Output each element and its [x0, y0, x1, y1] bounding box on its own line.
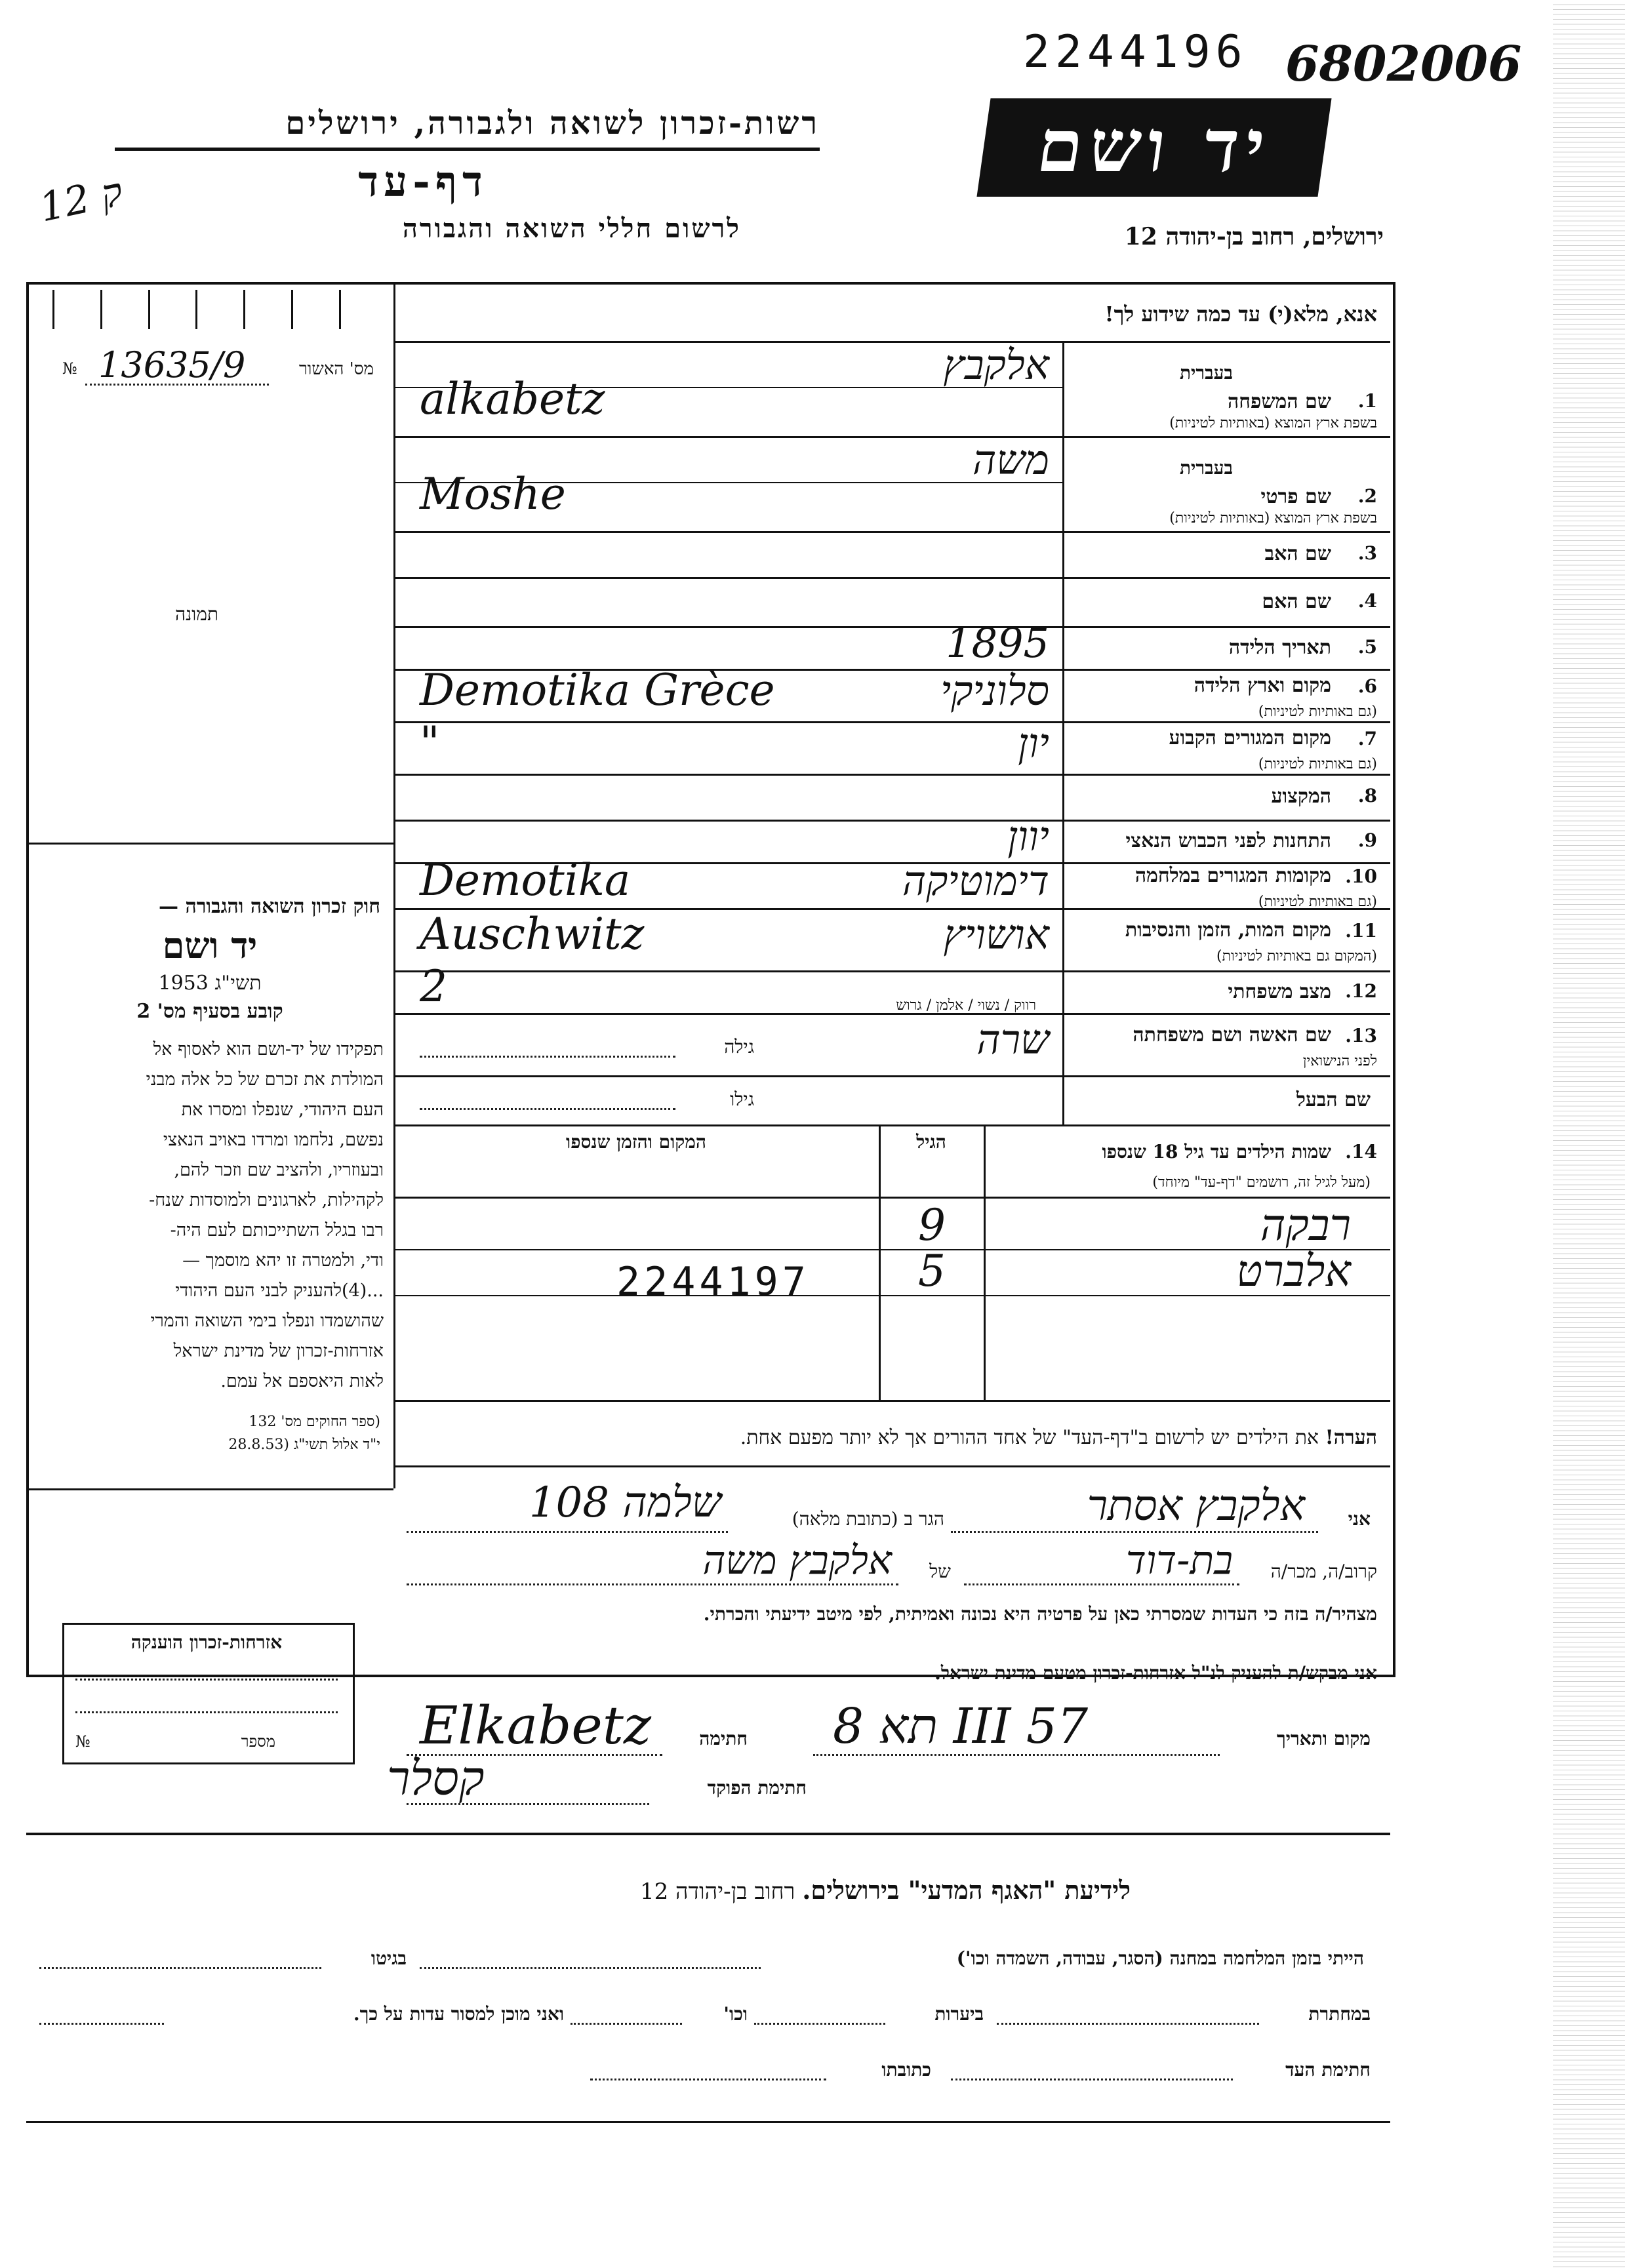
footer-top-line	[26, 1833, 1390, 1835]
note-label: הערה!	[1325, 1426, 1377, 1449]
children-num: 14.	[1345, 1141, 1377, 1163]
field-value-hebrew: יון	[1018, 719, 1049, 767]
field-sublabel: (גם באותיות לטיניות)	[1258, 894, 1377, 910]
place-date: תא 8 III 57	[833, 1698, 1089, 1755]
footer-forest-line	[754, 2023, 885, 2025]
institution-underline	[115, 148, 820, 151]
photo-label: תמונה	[174, 603, 219, 625]
reg-boxes	[52, 290, 341, 329]
margin-mark: 12 ק	[35, 169, 127, 231]
witness-of-name: אלקבץ משה	[702, 1538, 892, 1583]
field-number: 11.	[1345, 919, 1377, 942]
row-mid-line	[393, 387, 1062, 388]
field-value-hebrew: דימוטיקה	[902, 856, 1049, 905]
children-bottom-line	[393, 1400, 1390, 1402]
law-text-line: רבו בגלל השתייכותם לעם היה-	[170, 1220, 384, 1241]
footer-underground-label: במחתרת	[1308, 2003, 1371, 2025]
field-value-hebrew: 1895	[946, 619, 1049, 667]
footer-address-line	[590, 2079, 826, 2080]
form-title: דף-עד	[358, 157, 488, 207]
children-col-div-2	[879, 1124, 881, 1400]
intro-text: אנא, מלא(י) עד כמה שידוע לך!	[1104, 302, 1377, 327]
row-divider	[393, 577, 1390, 579]
field-label: מצב משפחתי	[1228, 980, 1331, 1003]
witness-i-label: אני	[1348, 1508, 1371, 1530]
children-place-col: המקום והזמן שנספו	[566, 1131, 706, 1153]
husband-age-line	[420, 1108, 675, 1110]
field-label: שם הבעל	[1296, 1088, 1371, 1111]
footer-camp-label: הייתי בזמן המלחמה במחנה (הסגר, עבודה, השמדה וכו')	[956, 1947, 1364, 1969]
witness-resident-label: הגר ב (כתובת מלאה)	[792, 1508, 944, 1530]
field-label: המקצוע	[1271, 785, 1331, 808]
children-age-col: הגיל	[916, 1131, 946, 1153]
law-text-line: ...(4)להעניק לבני העם היהודי	[175, 1281, 384, 1301]
field-number: 5.	[1357, 635, 1377, 658]
field-number: 13.	[1345, 1024, 1377, 1046]
logo-text: יד ושם	[1032, 104, 1277, 188]
field-sublabel: (המקום גם באותיות לטיניות)	[1216, 947, 1377, 965]
row-divider	[393, 970, 1390, 972]
child-row-line	[393, 1295, 1390, 1296]
field-label: מקומות המגורים במלחמה	[1134, 864, 1331, 887]
field-label: התחנות לפני הכבוש הנאצי	[1125, 829, 1331, 852]
field-number: 3.	[1357, 542, 1377, 564]
form-subtitle: לרשום חללי השואה והגבורה	[402, 213, 741, 244]
field-number: 9.	[1357, 829, 1377, 851]
citizenship-no-symbol: №	[75, 1732, 90, 1751]
children-sub: (מעל לגיל זה, רושמים "דף-עד" מיוחד)	[1152, 1174, 1371, 1191]
field-value-hebrew: יוון	[1007, 812, 1049, 861]
field-value-hebrew: אושויץ	[943, 911, 1049, 959]
law-text-line: ובעוזריו, ולהציב שם וזכר להם,	[174, 1160, 384, 1180]
footer-address-label: כתובתו	[881, 2059, 931, 2080]
note-text: את הילדים יש לרשום ב"דף-העד" של אחד ההורים אך לא יותר מפעם אחת.	[740, 1426, 1319, 1449]
field-label-divider	[1062, 341, 1064, 1124]
row-divider	[393, 531, 1390, 533]
institution-name: רשות-זכרון לשואה ולגבורה, ירושלים	[285, 105, 820, 142]
law-year: תשי"ג 1953	[158, 972, 262, 995]
citizenship-line-1	[75, 1679, 338, 1681]
note-line	[393, 1465, 1390, 1467]
field-number: 8.	[1357, 785, 1377, 806]
place-date-line	[813, 1754, 1220, 1756]
law-text-line: אזרחות-זכרון של מדינת ישראל	[173, 1341, 384, 1361]
child-place: 2244197	[616, 1259, 810, 1305]
citizenship-no-label: מספר	[241, 1732, 275, 1751]
officer-signature-label: חתימת הפוקד	[707, 1777, 807, 1799]
field-number: 6.	[1357, 675, 1377, 697]
witness-of-label: של	[929, 1561, 951, 1582]
header-address: ירושלים, רחוב בן-יהודה 12	[1124, 223, 1384, 250]
law-text-line: לקהילות, לארגונים ולמוסדות שנח-	[149, 1190, 384, 1210]
footer-underground-line	[997, 2023, 1259, 2025]
witness-relation-line	[964, 1583, 1239, 1585]
law-text-line: תפקידו של יד-ושם הוא לאסוף אל	[153, 1039, 384, 1060]
law-text-line: המולדת את זכרם של כל אלה מבני	[146, 1069, 384, 1090]
field-sublabel: לפני הנישואין	[1302, 1052, 1377, 1069]
field-label: מקום המגורים הקבוע	[1169, 726, 1331, 749]
witness-declaration: מצהיר/ה בזה כי העדות שמסרתי כאן על פרטיה היא נכונה ואמיתית, לפי מיטב ידיעתי והכרתי.	[703, 1603, 1377, 1625]
law-text-line: העם היהודי, שנפלו ומסרו את	[181, 1100, 384, 1120]
footer-witness-sig-label: חתימת העד	[1285, 2059, 1371, 2080]
footer-address: רחוב בן-יהודה 12	[639, 1879, 795, 1905]
officer-signature: קסלר	[387, 1751, 485, 1806]
hebrew-label-2: בעברית	[1179, 457, 1233, 479]
footer-title-row	[393, 1875, 1377, 1905]
wife-age-label: גילה	[724, 1036, 754, 1058]
law-text-line: שהושמדו ונפלו בימי השואה והמרי	[150, 1311, 384, 1331]
reg-value: 13635/9	[98, 344, 246, 386]
footer-etc-label: וכו'	[723, 2003, 748, 2025]
children-header-line	[393, 1197, 1390, 1199]
field-sublabel: (גם באותיות לטיניות)	[1258, 756, 1377, 772]
field-value-hebrew: סלוניקי	[940, 666, 1049, 715]
field-number: 12.	[1345, 980, 1377, 1002]
children-label: שמות הילדים עד גיל 18 שנספו	[1102, 1141, 1331, 1163]
field-value-hebrew: שרה	[976, 1016, 1049, 1064]
footer-forest-label: ביערות	[934, 2003, 984, 2025]
row-divider	[393, 774, 1390, 776]
children-col-div-1	[984, 1124, 986, 1400]
witness-of-line	[407, 1583, 898, 1585]
note	[407, 1426, 1377, 1449]
child-age: 5	[918, 1246, 946, 1296]
field-label: שם המשפחה	[1227, 390, 1331, 413]
document-id-handwritten: 6802006	[1285, 36, 1522, 92]
footer-bottom-line	[26, 2121, 1390, 2123]
left-bottom-line	[26, 1488, 393, 1490]
field-sublabel: בשפת ארץ המוצא (באותיות לטיניות)	[1169, 415, 1377, 431]
witness-address-line	[407, 1531, 728, 1533]
footer-camp-line	[420, 1967, 761, 1969]
field-value-hebrew: משה	[973, 436, 1049, 484]
law-text	[36, 1035, 384, 1397]
law-clause: קובע בסעיף מס' 2	[136, 1000, 283, 1023]
field-label: שם האב	[1264, 542, 1331, 565]
witness-address: שלמה 108	[529, 1479, 721, 1527]
citizenship-title: אזרחות-זכרון הוענקה	[130, 1631, 283, 1653]
field-value-latin: 2	[420, 961, 447, 1012]
field-sublabel: (גם באותיות לטיניות)	[1258, 704, 1377, 720]
law-reference-1: (ספר החוקים מס' 132	[249, 1414, 380, 1430]
field-value-latin: Demotika Grèce	[420, 664, 775, 715]
marital-options: רווק / נשוי / אלמן / גרוש	[896, 997, 1036, 1014]
citizenship-line-2	[75, 1711, 338, 1713]
field-number: 4.	[1357, 589, 1377, 612]
scan-edge-noise	[1553, 0, 1625, 2268]
law-title: חוק זכרון השואה והגבורה —	[159, 895, 380, 918]
field-number: 1.	[1357, 390, 1377, 412]
footer-ghetto-line	[39, 1967, 321, 1969]
field-label: מקום המות, הזמן והנסיבות	[1125, 918, 1331, 942]
signature-label: חתימה	[699, 1728, 748, 1749]
law-text-line: נפשם, נלחמו ומרדו באויב הנאצי	[163, 1130, 384, 1150]
footer-testimony-line	[39, 2023, 164, 2025]
reg-underline	[85, 384, 269, 386]
field-value-latin: alkabetz	[420, 374, 605, 424]
field-value-hebrew: אלקבץ	[943, 341, 1049, 389]
field-label: שם פרטי	[1260, 485, 1331, 508]
witness-relation: בת-דוד	[1125, 1538, 1233, 1583]
field-value-latin: Auschwitz	[420, 909, 645, 960]
footer-title: לידיעת "האגף המדעי" בירושלים.	[802, 1875, 1131, 1905]
reg-no-symbol: №	[62, 359, 77, 378]
signature: Elkabetz	[420, 1695, 652, 1756]
witness-request: אני מבקש/ת להעניק לנ"ל אזרחות-זכרון מטעם מדינת ישראל.	[934, 1662, 1377, 1684]
row-divider	[393, 1075, 1390, 1077]
witness-name-line	[951, 1531, 1318, 1533]
left-column-divider	[393, 282, 395, 1488]
child-name: רבקה	[1260, 1200, 1351, 1250]
field-sublabel: בשפת ארץ המוצא (באותיות לטיניות)	[1169, 510, 1377, 527]
law-reference-2: י"ד אלול תשי"ג (28.8.53	[228, 1437, 380, 1453]
field-label: שם האם	[1262, 589, 1331, 613]
law-text-line: לאות היאספם אל עמם.	[220, 1371, 384, 1391]
footer-testimony-text: ואני מוכן למסור עדות על כך.	[353, 2003, 564, 2025]
field-value-latin: Moshe	[420, 469, 566, 519]
officer-signature-line	[407, 1803, 649, 1805]
document-id-top: 2244196	[1023, 26, 1248, 78]
field-label: שם האשה ושם משפחתה	[1133, 1023, 1331, 1046]
law-divider	[26, 843, 393, 845]
field-value-latin: Demotika	[420, 854, 631, 905]
law-text-line: ודי, ולמטרה זו יהא מוסמך —	[182, 1250, 384, 1271]
law-name: יד ושם	[162, 925, 258, 966]
place-date-label: מקום ותאריך	[1276, 1728, 1371, 1749]
field-label: תאריך הלידה	[1228, 635, 1331, 659]
husband-age-label: גילו	[730, 1088, 754, 1110]
footer-witness-sig-line	[951, 2079, 1233, 2080]
yad-vashem-logo	[976, 98, 1331, 197]
field-label: מקום וארץ הלידה	[1194, 674, 1331, 697]
wife-age-line	[420, 1056, 675, 1058]
row-mid-line	[393, 482, 1062, 483]
field-number: 2.	[1357, 485, 1377, 507]
child-name: אלברט	[1236, 1246, 1351, 1296]
witness-relation-label: קרוב/ה, מכר/ה	[1270, 1561, 1377, 1582]
field-number: 10.	[1345, 865, 1377, 887]
field-value-latin: "	[420, 717, 440, 768]
witness-name: אלקבץ אסתר	[1087, 1482, 1305, 1530]
footer-etc-line	[571, 2023, 682, 2025]
children-top-line	[393, 1124, 1390, 1126]
child-age: 9	[918, 1200, 946, 1250]
hebrew-label-1: בעברית	[1179, 362, 1233, 384]
reg-label: מס' האשור	[298, 359, 374, 379]
footer-ghetto-label: בגיטו	[371, 1947, 407, 1969]
field-number: 7.	[1357, 728, 1377, 749]
